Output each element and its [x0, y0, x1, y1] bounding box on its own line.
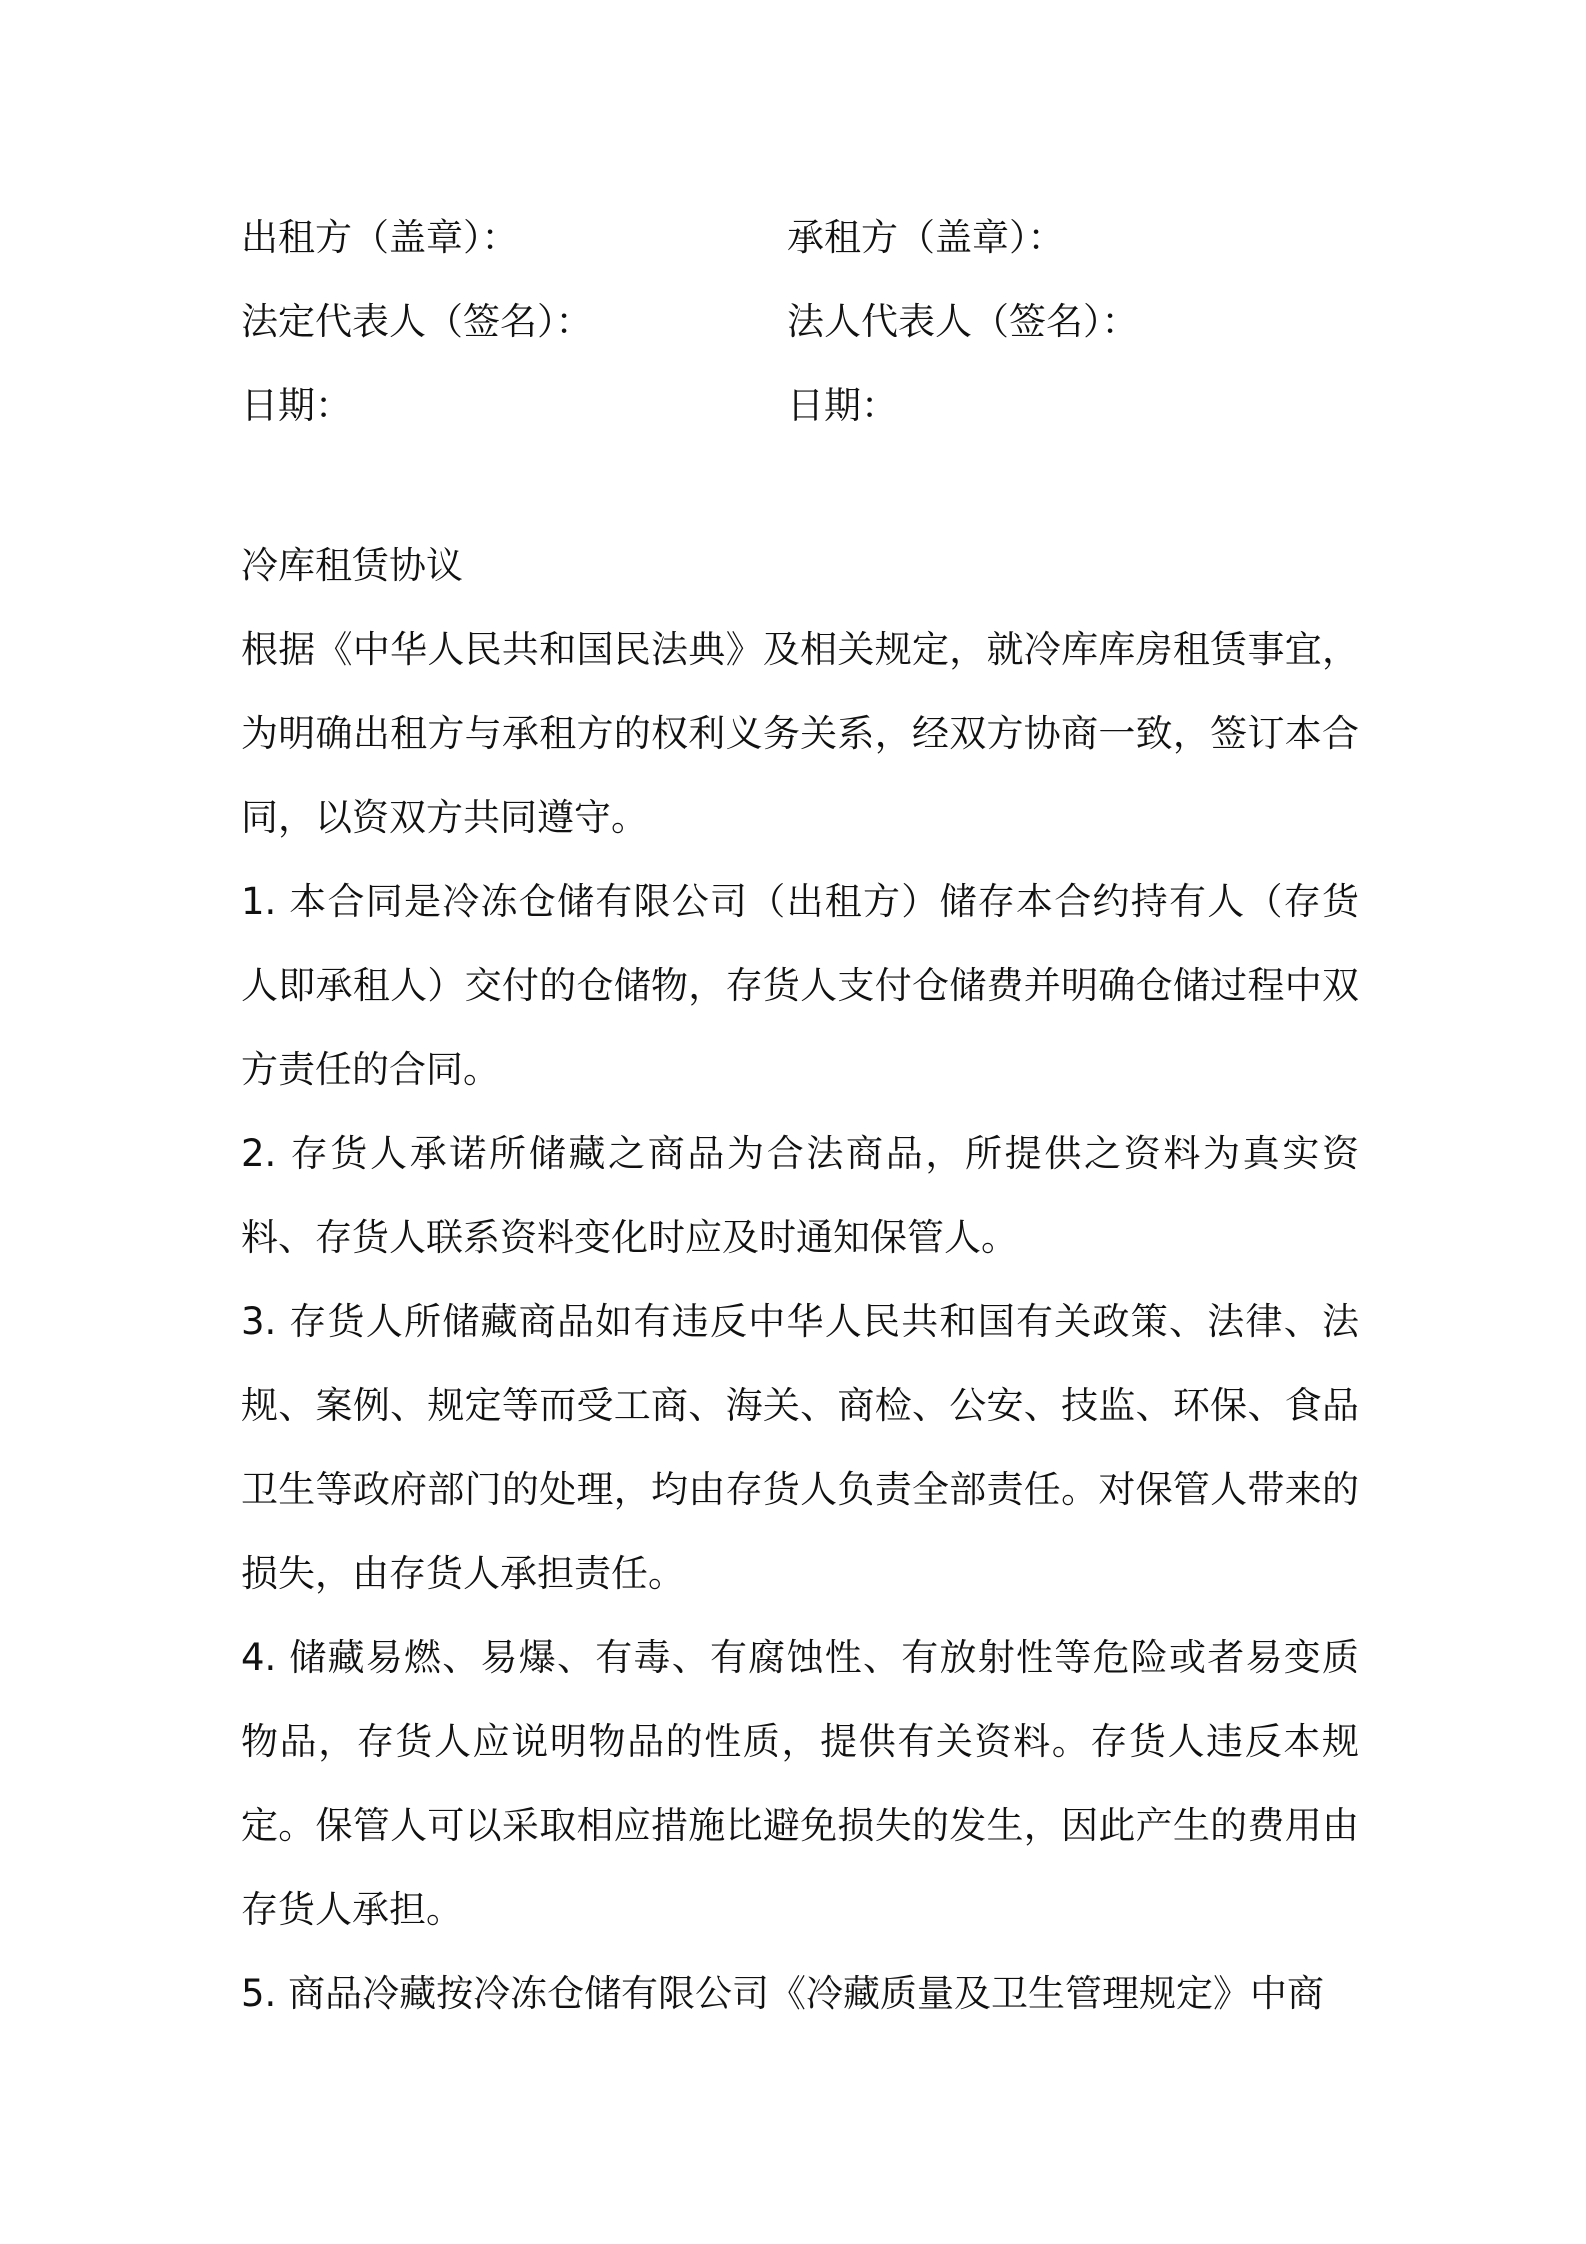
representative-row — [241, 280, 1361, 364]
clause-3: 3. 存货人所储藏商品如有违反中华人民共和国有关政策、法律、法规、案例、规定等而受工商、海关、商检、公安、技监、环保、食品卫生等政府部门的处理，均由存货人负责全部责任。对保管人带来的损失，由存货人承担责任。 — [241, 1300, 1359, 1595]
contract-body — [241, 524, 1359, 2036]
date-row — [241, 364, 1361, 448]
document-title: 冷库租赁协议 — [241, 544, 463, 587]
signature-block — [241, 196, 1361, 448]
lessor-date-label: 日期： — [241, 384, 352, 427]
lessee-seal-label: 承租方（盖章）： — [787, 216, 1065, 259]
clause-1: 1. 本合同是冷冻仓储有限公司（出租方）储存本合约持有人（存货人即承租人）交付的仓储物，存货人支付仓储费并明确仓储过程中双方责任的合同。 — [241, 880, 1359, 1091]
clause-5: 5. 商品冷藏按冷冻仓储有限公司《冷藏质量及卫生管理规定》中商 — [241, 1972, 1325, 2015]
lessee-date-label: 日期： — [787, 384, 898, 427]
lessor-representative-label: 法定代表人（签名）： — [241, 300, 593, 343]
intro-paragraph: 根据《中华人民共和国民法典》及相关规定，就冷库库房租赁事宜，为明确出租方与承租方的权利义务关系，经双方协商一致，签订本合同，以资双方共同遵守。 — [241, 628, 1359, 839]
clause-4: 4. 储藏易燃、易爆、有毒、有腐蚀性、有放射性等危险或者易变质物品，存货人应说明物品的性质，提供有关资料。存货人违反本规定。保管人可以采取相应措施比避免损失的发生，因此产生的费用由存货人承担。 — [241, 1636, 1359, 1931]
seal-row — [241, 196, 1361, 280]
lessor-seal-label: 出租方（盖章）： — [241, 216, 519, 259]
clause-2: 2. 存货人承诺所储藏之商品为合法商品，所提供之资料为真实资料、存货人联系资料变化时应及时通知保管人。 — [241, 1132, 1359, 1259]
lessee-representative-label: 法人代表人（签名）： — [787, 300, 1139, 343]
